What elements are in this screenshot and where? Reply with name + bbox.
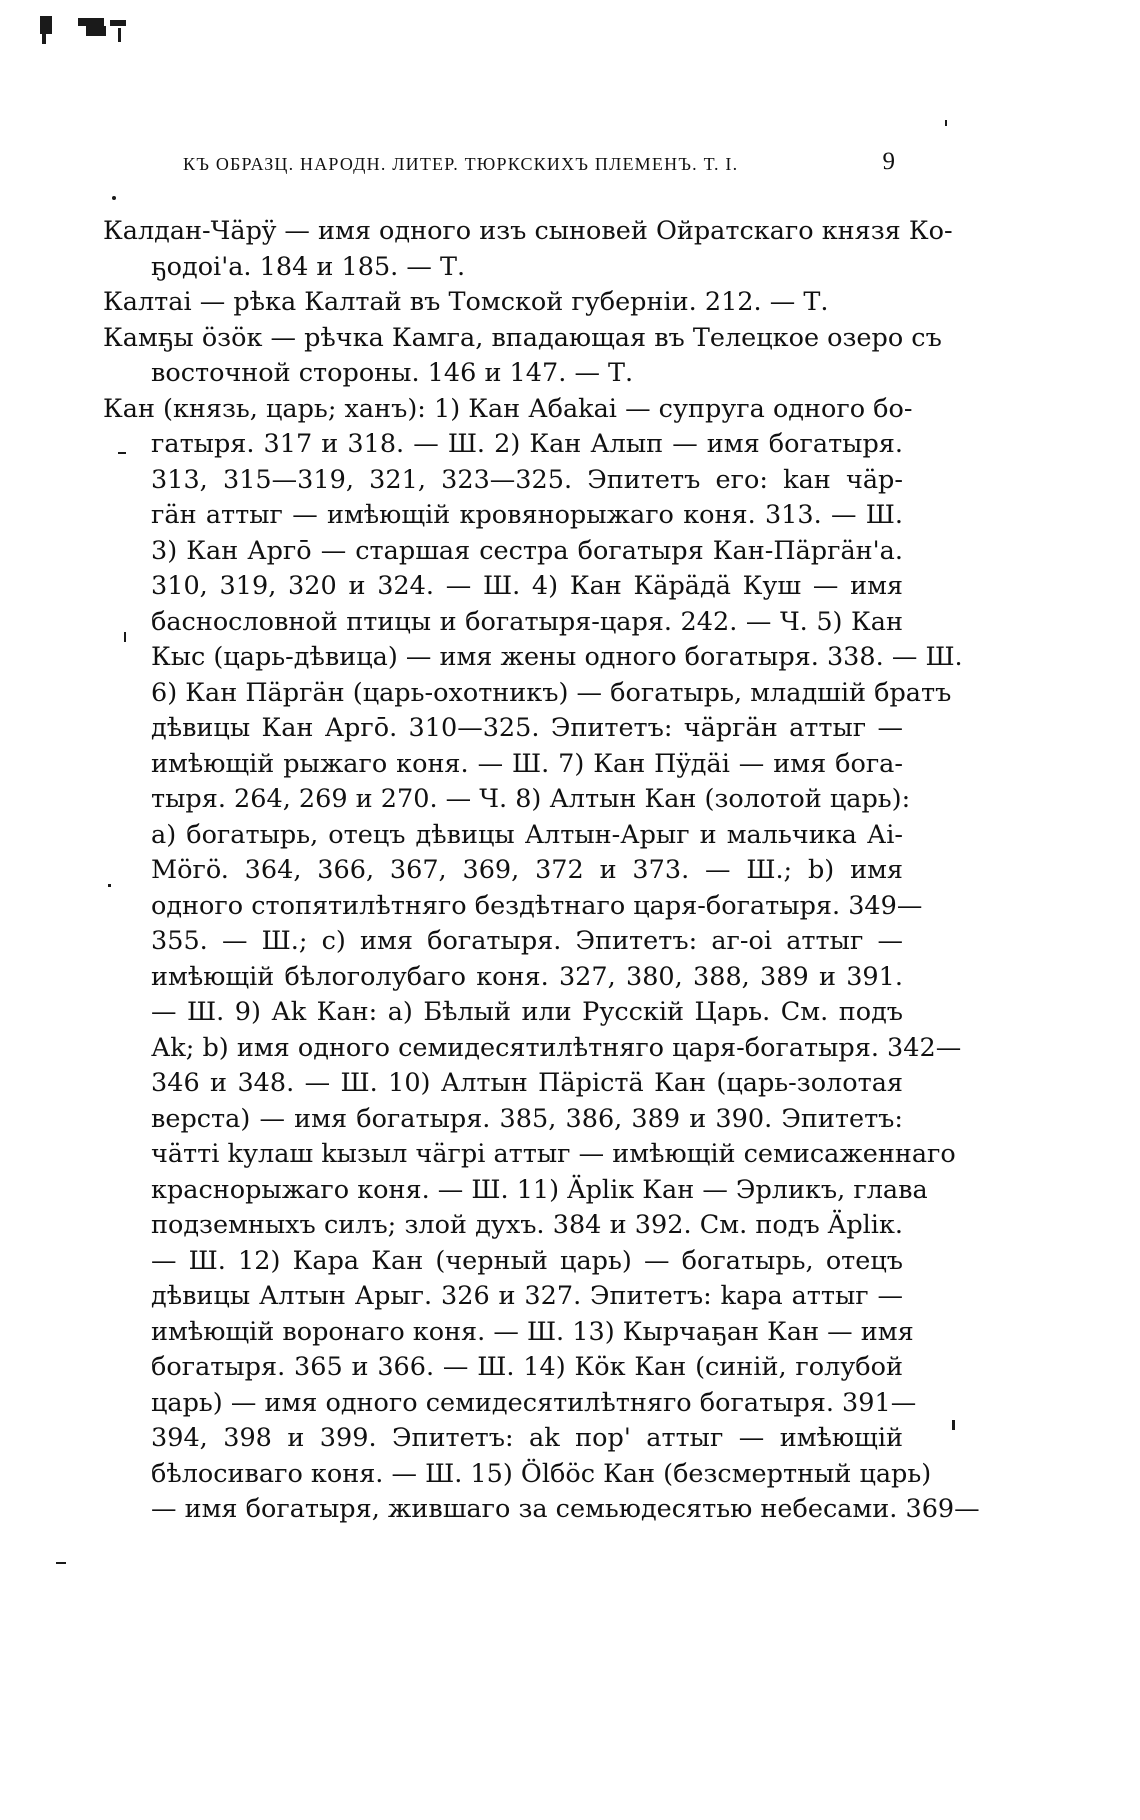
text-line: гатыря. 317 и 318. — Ш. 2) Кан Алып — имя богатыря. [151,429,903,459]
text-line: Кыс (царь-дѣвица) — имя жены одного богатыря. 338. — Ш. [151,642,963,672]
text-line: краснорыжаго коня. — Ш. 11) Äрlік Кан — Эрликъ, глава [151,1174,928,1205]
text-line: Калтаі — рѣка Калтай въ Томской губерніи. 212. — Т. [103,287,829,317]
scan-speck [118,28,121,42]
text-line: 355. — Ш.; c) имя богатыря. Эпитетъ: аг-оі аттыг — [151,926,903,956]
text-line: Камҕы öзöк — рѣчка Камга, впадающая въ Телецкое озеро съ [103,322,942,353]
text-line: 310, 319, 320 и 324. — Ш. 4) Кан Кäрäдä Куш — имя [151,571,903,601]
text-line: гäн аттыг — имѣющій кровянорыжаго коня. 313. — Ш. [151,500,903,530]
text-line: одного стопятилѣтняго бездѣтнаго царя-богатыря. 349— [151,890,923,921]
text-line: имѣющій воронаго коня. — Ш. 13) Кырчаҕан Кан — имя [151,1316,914,1347]
text-line: дѣвицы Алтын Арыг. 326 и 327. Эпитетъ: kара аттыг — [151,1281,903,1311]
scan-speck [952,1420,955,1430]
text-line: баснословной птицы и богатыря-царя. 242. — Ч. 5) Кан [151,606,903,637]
text-line: 313, 315—319, 321, 323—325. Эпитетъ его: kан чäр- [151,464,903,495]
text-line: тыря. 264, 269 и 270. — Ч. 8) Алтын Кан (золотой царь): [151,784,911,814]
text-line: — Ш. 12) Кара Кан (черный царь) — богатырь, отецъ [151,1245,903,1276]
text-line: 346 и 348. — Ш. 10) Алтын Пäрістä Кан (царь-золотая [151,1068,903,1098]
text-line: 3) Кан Аргō — старшая сестра богатыря Кан-Пäргäн'а. [151,535,903,566]
text-line: 394, 398 и 399. Эпитетъ: аk пор' аттыг — имѣющій [151,1423,903,1453]
scan-speck [112,196,116,200]
text-line: имѣющій бѣлоголубаго коня. 327, 380, 388, 389 и 391. [151,961,903,992]
text-line: Калдан-Чäрÿ — имя одного изъ сыновей Ойратскаго князя Ко- [103,216,953,246]
scan-speck [78,18,104,26]
text-line: богатыря. 365 и 366. — Ш. 14) Кöк Кан (синій, голубой [151,1352,903,1382]
text-line: a) богатырь, отецъ дѣвицы Алтын-Арыг и мальчика Аі- [151,819,903,850]
text-line: подземныхъ силъ; злой духъ. 384 и 392. См. подъ Äрlік. [151,1210,903,1240]
text-line: Кан (князь, царь; ханъ): 1) Кан Абаkаі — супруга одного бо- [103,393,913,424]
scan-speck [945,120,947,126]
text-line: имѣющій рыжаго коня. — Ш. 7) Кан Пÿдäі — имя бога- [151,748,903,779]
text-line: дѣвицы Кан Аргō. 310—325. Эпитетъ: чäргäн аттыг — [151,713,903,743]
text-line: бѣлосиваго коня. — Ш. 15) Ölбöс Кан (безсмертный царь) [151,1458,932,1489]
scan-speck [40,16,52,34]
text-line: царь) — имя одного семидесятилѣтняго богатыря. 391— [151,1387,917,1418]
scan-speck [56,1562,66,1564]
text-line: — Ш. 9) Аk Кан: a) Бѣлый или Русскій Царь. См. подъ [151,997,903,1027]
scan-speck [42,34,46,44]
text-line: верста) — имя богатыря. 385, 386, 389 и 390. Эпитетъ: [151,1103,903,1134]
text-line: 6) Кан Пäргäн (царь-охотникъ) — богатырь, младшій братъ [151,677,952,708]
scan-speck [86,26,106,36]
scan-speck [110,20,126,26]
page-header [135,142,895,182]
text-line: Аk; b) имя одного семидесятилѣтняго царя-богатыря. 342— [151,1032,962,1063]
text-line: — имя богатыря, жившаго за семьюдесятью небесами. 369— [151,1494,980,1524]
text-line: Мöгö. 364, 366, 367, 369, 372 и 373. — Ш.; b) имя [151,855,903,885]
text-line: чäттi kулаш kызыл чäгрi аттыг — имѣющій семисаженнаго [151,1139,956,1169]
text-line: восточной стороны. 146 и 147. — Т. [151,358,634,388]
dictionary-text [103,214,980,1528]
text-line: ҕодоі'а. 184 и 185. — Т. [151,251,466,282]
running-head: КЪ ОБРАЗЦ. НАРОДН. ЛИТЕР. ТЮРКСКИХЪ ПЛЕМЕНЪ. Т. I. [183,154,739,174]
page-number: 9 [882,148,895,175]
